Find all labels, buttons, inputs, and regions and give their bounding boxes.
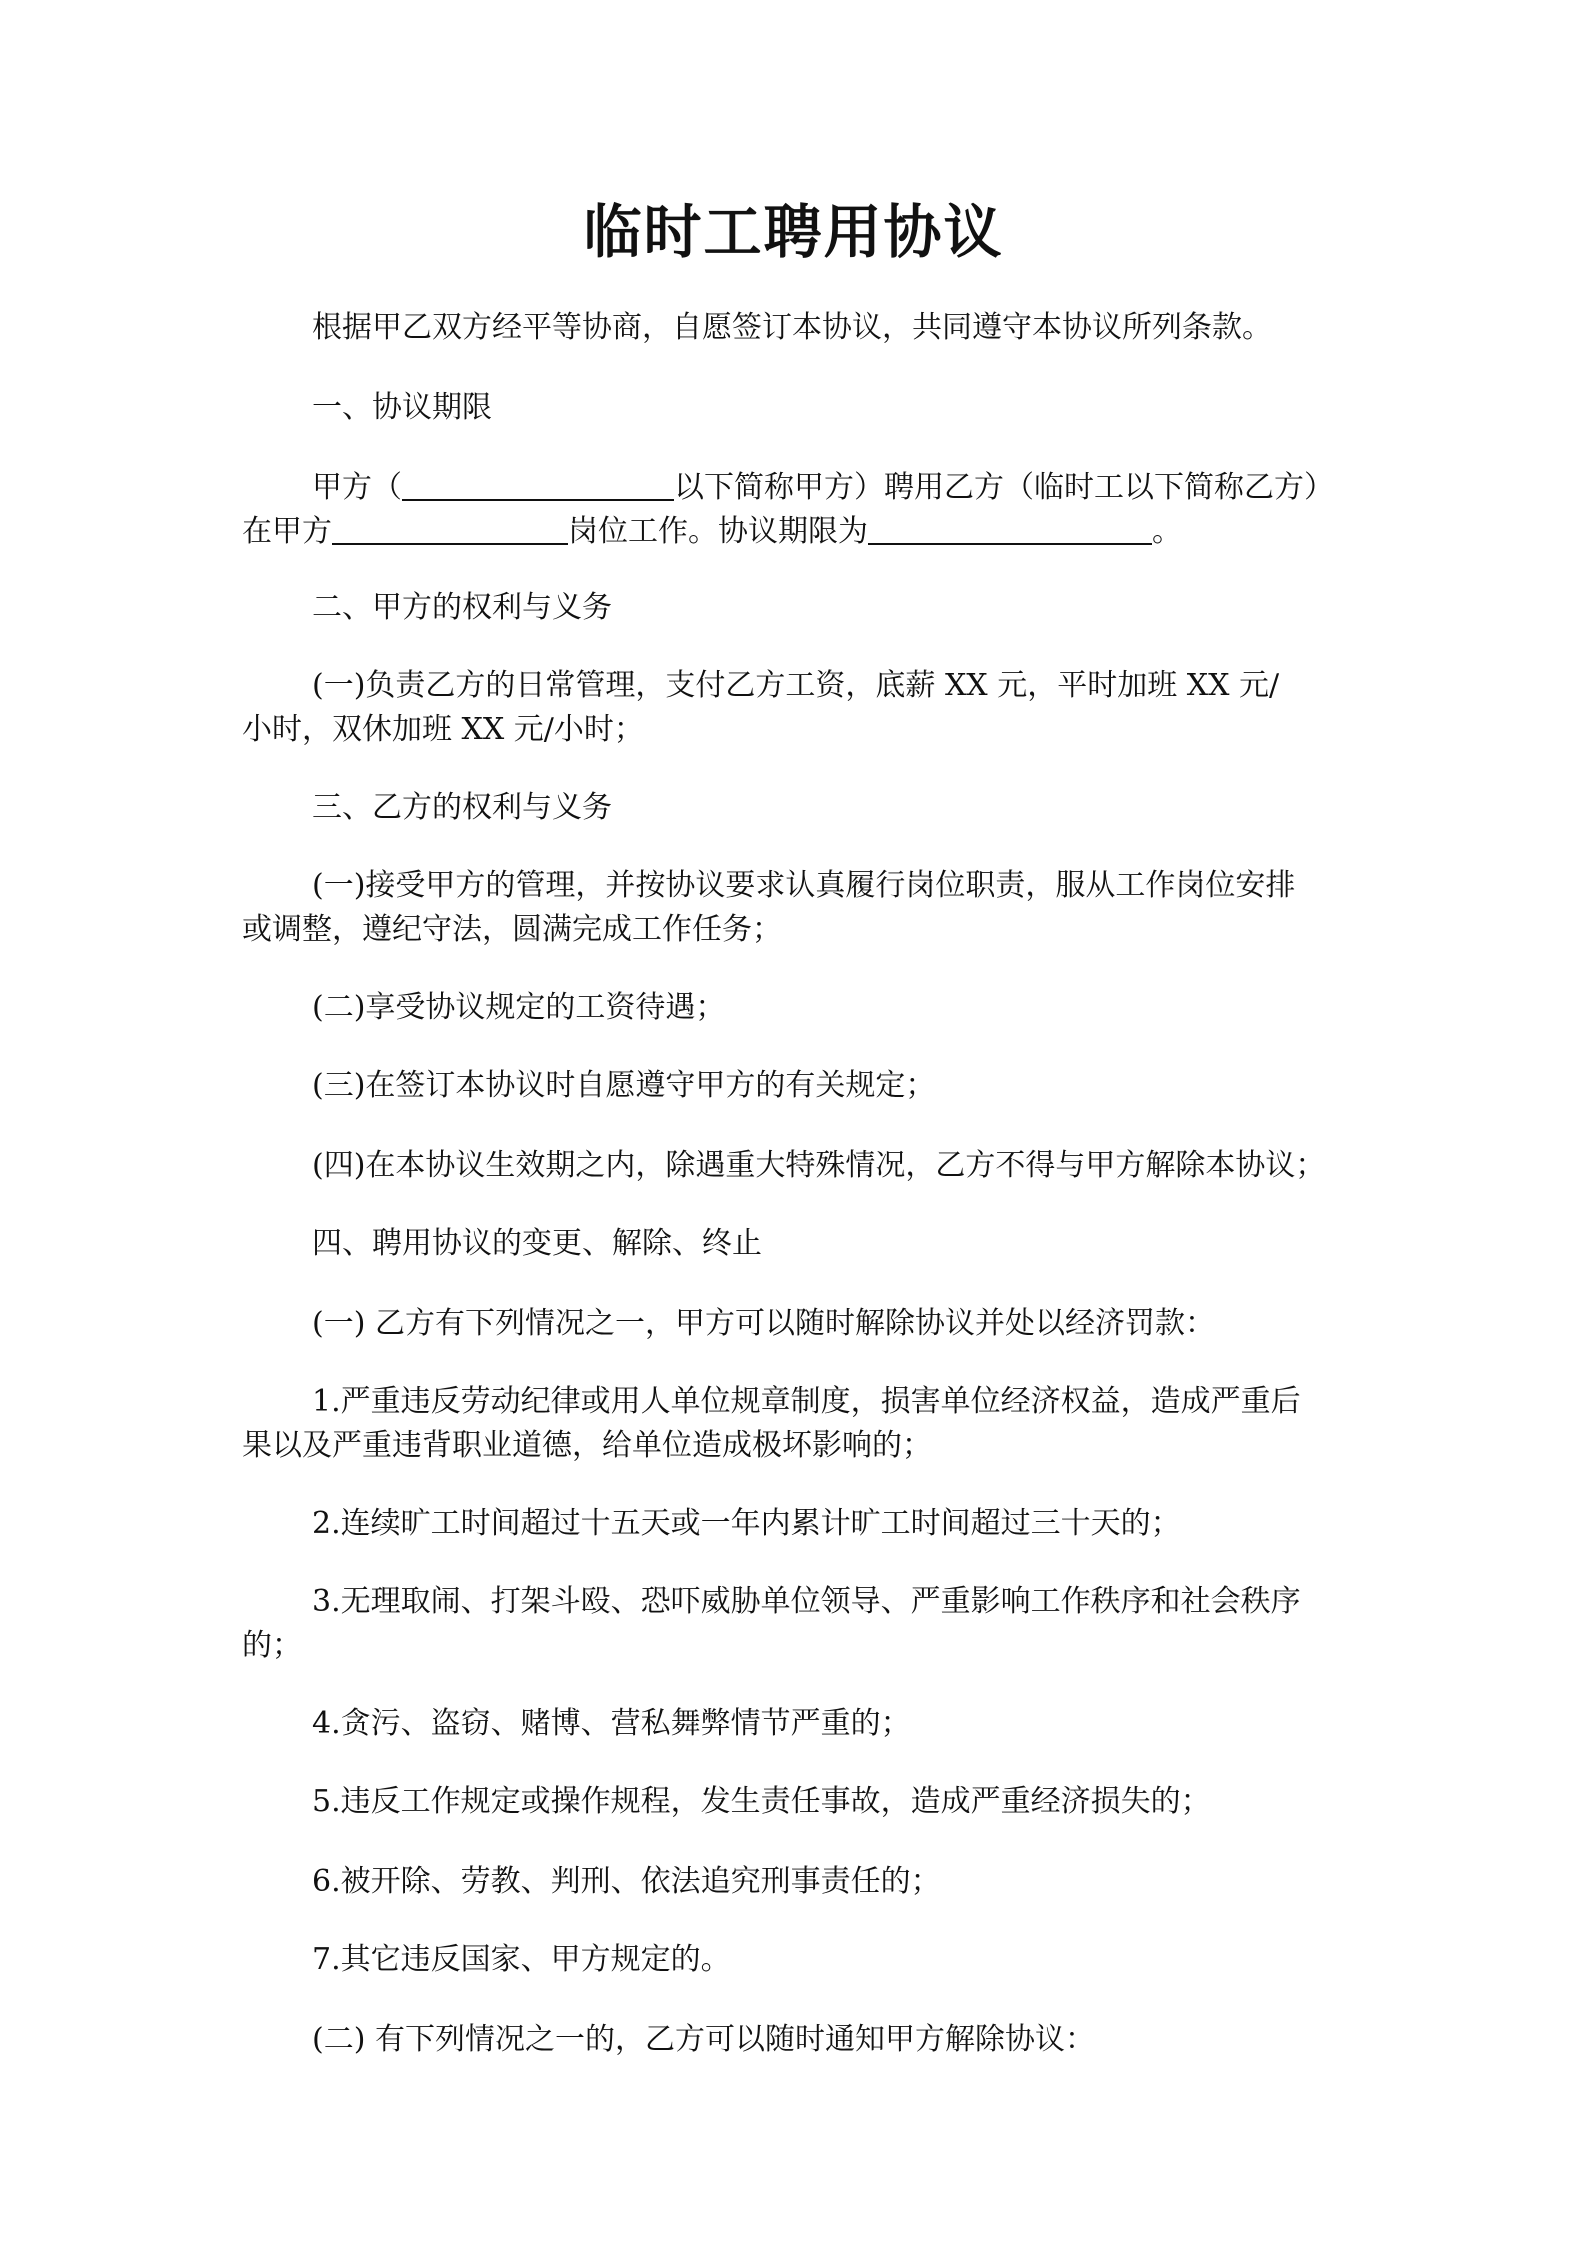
term-label: 岗位工作。协议期限为 [568, 514, 868, 549]
term-blank[interactable] [868, 513, 1152, 545]
intro-paragraph [242, 306, 1352, 350]
section-4-point-4 [242, 1702, 1352, 1746]
section-4-point-3-line-1: 3.无理取闹、打架斗殴、恐吓威胁单位领导、严重影响工作秩序和社会秩序 [312, 1584, 1301, 1619]
section-2-item-1 [242, 664, 1352, 752]
section-4-point-2-text: 2.连续旷工时间超过十五天或一年内累计旷工时间超过三十天的； [312, 1506, 1181, 1541]
section-4-point-1-line-1: 1.严重违反劳动纪律或用人单位规章制度，损害单位经济权益，造成严重后 [312, 1384, 1301, 1419]
section-4-point-4-text: 4.贪污、盗窃、赌博、营私舞弊情节严重的； [312, 1706, 911, 1741]
section-4-point-1 [242, 1380, 1352, 1468]
term-period: 。 [1152, 514, 1182, 549]
section-3-heading [242, 786, 1352, 830]
section-4-point-2 [242, 1502, 1352, 1546]
section-4-sub-1-text: (一) 乙方有下列情况之一，甲方可以随时解除协议并处以经济罚款： [312, 1306, 1215, 1341]
section-4-point-7-text: 7.其它违反国家、甲方规定的。 [312, 1942, 731, 1977]
section-4-point-5 [242, 1780, 1352, 1824]
section-1-heading [242, 386, 1352, 430]
section-4-heading-text: 四、聘用协议的变更、解除、终止 [312, 1226, 762, 1261]
section-4-point-7 [242, 1938, 1352, 1982]
section-4-heading [242, 1222, 1352, 1266]
section-4-point-6-text: 6.被开除、劳教、判刑、依法追究刑事责任的； [312, 1864, 941, 1899]
section-3-item-1 [242, 864, 1352, 952]
position-blank[interactable] [332, 513, 568, 545]
section-4-sub-2-text: (二) 有下列情况之一的，乙方可以随时通知甲方解除协议： [312, 2022, 1095, 2057]
section-2-heading-text: 二、甲方的权利与义务 [312, 590, 612, 625]
party-a-name-blank[interactable] [402, 469, 674, 501]
section-2-heading [242, 586, 1352, 630]
intro-text: 根据甲乙双方经平等协商，自愿签订本协议，共同遵守本协议所列条款。 [312, 310, 1272, 345]
section-3-item-4-text: (四)在本协议生效期之内，除遇重大特殊情况，乙方不得与甲方解除本协议； [312, 1148, 1326, 1183]
section-1-paragraph [242, 466, 1352, 554]
section-1-line-1 [242, 466, 1352, 510]
section-3-item-3-text: (三)在签订本协议时自愿遵守甲方的有关规定； [312, 1068, 936, 1103]
section-4-sub-2 [242, 2018, 1352, 2062]
section-1-line-2 [242, 510, 1352, 554]
section-3-item-1-line-2: 或调整，遵纪守法，圆满完成工作任务； [242, 912, 782, 947]
work-at-label: 在甲方 [242, 514, 332, 549]
party-a-label: 甲方（ [312, 470, 402, 505]
section-3-item-4 [242, 1144, 1352, 1188]
section-4-point-3 [242, 1580, 1352, 1668]
section-3-heading-text: 三、乙方的权利与义务 [312, 790, 612, 825]
section-1-heading-text: 一、协议期限 [312, 390, 492, 425]
section-4-point-5-text: 5.违反工作规定或操作规程，发生责任事故，造成严重经济损失的； [312, 1784, 1211, 1819]
section-4-point-1-line-2: 果以及严重违背职业道德，给单位造成极坏影响的； [242, 1428, 932, 1463]
section-3-item-2 [242, 986, 1352, 1030]
section-4-sub-1 [242, 1302, 1352, 1346]
section-3-item-2-text: (二)享受协议规定的工资待遇； [312, 990, 726, 1025]
party-a-line-rest: 以下简称甲方）聘用乙方（临时工以下简称乙方） [674, 470, 1334, 505]
section-4-point-3-line-2: 的； [242, 1628, 302, 1663]
section-3-item-1-line-1: (一)接受甲方的管理，并按协议要求认真履行岗位职责，服从工作岗位安排 [312, 868, 1296, 903]
document-title: 临时工聘用协议 [583, 198, 1004, 266]
section-2-item-1-line-1: (一)负责乙方的日常管理，支付乙方工资，底薪 XX 元，平时加班 XX 元/ [312, 668, 1280, 703]
section-2-item-1-line-2: 小时，双休加班 XX 元/小时； [242, 712, 644, 747]
section-4-point-6 [242, 1860, 1352, 1904]
section-3-item-3 [242, 1064, 1352, 1108]
